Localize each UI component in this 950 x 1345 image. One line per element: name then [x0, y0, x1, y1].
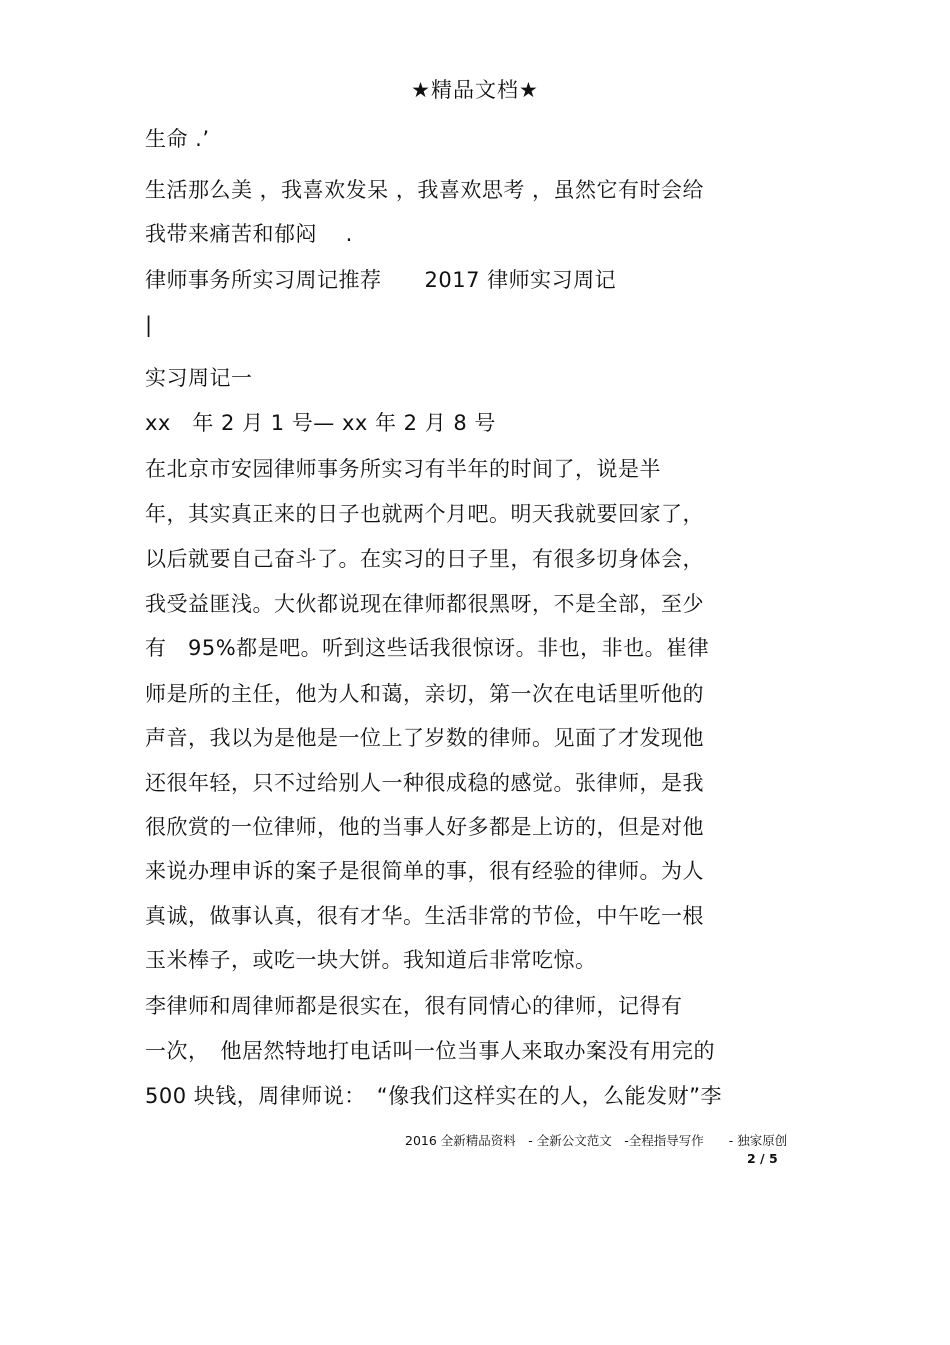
footer-text: 2016 全新精品资料 - 全新公文范文 -全程指导写作 - 独家原创 [405, 1133, 788, 1148]
body-line: 生活那么美 ，我喜欢发呆 ，我喜欢思考 ，虽然它有时会给 [145, 178, 705, 202]
body-line: 师是所的主任，他为人和蔼，亲切，第一次在电话里听他的 [145, 682, 704, 706]
body-line: 来说办理申诉的案子是很简单的事，很有经验的律师。为人 [145, 859, 704, 883]
body-line: 很欣赏的一位律师，他的当事人好多都是上访的，但是对他 [145, 815, 704, 839]
body-line: 有 95%都是吧。听到这些话我很惊讶。非也，非也。崔律 [145, 636, 710, 660]
body-line: 年，其实真正来的日子也就两个月吧。明天我就要回家了， [145, 502, 704, 526]
page-number: 2 / 5 [747, 1151, 778, 1166]
body-line: 一次， 他居然特地打电话叫一位当事人来取办案没有用完的 [145, 1039, 715, 1063]
body-line: | [145, 313, 153, 337]
body-line: 在北京市安园律师事务所实习有半年的时间了，说是半 [145, 457, 661, 481]
body-line: 我带来痛苦和郁闷 . [145, 222, 353, 246]
body-line: 律师事务所实习周记推荐 2017 律师实习周记 [145, 268, 617, 292]
body-line: 声音，我以为是他是一位上了岁数的律师。见面了才发现他 [145, 726, 704, 750]
body-line: 生命 .’ [145, 127, 210, 151]
body-line: 我受益匪浅。大伙都说现在律师都很黑呀，不是全部，至少 [145, 592, 704, 616]
body-line: 以后就要自己奋斗了。在实习的日子里，有很多切身体会， [145, 547, 704, 571]
body-line: 还很年轻，只不过给别人一种很成稳的感觉。张律师，是我 [145, 771, 704, 795]
body-line: 玉米棒子，或吃一块大饼。我知道后非常吃惊。 [145, 948, 597, 972]
body-line: 500 块钱，周律师说： “像我们这样实在的人，么能发财”李 [145, 1084, 723, 1108]
body-line: 真诚，做事认真，很有才华。生活非常的节俭，中午吃一根 [145, 904, 704, 928]
body-line: xx 年 2 月 1 号— xx 年 2 月 8 号 [145, 411, 496, 435]
body-line: 李律师和周律师都是很实在，很有同情心的律师，记得有 [145, 994, 683, 1018]
document-header: ★精品文档★ [411, 78, 539, 102]
body-line: 实习周记一 [145, 366, 253, 390]
